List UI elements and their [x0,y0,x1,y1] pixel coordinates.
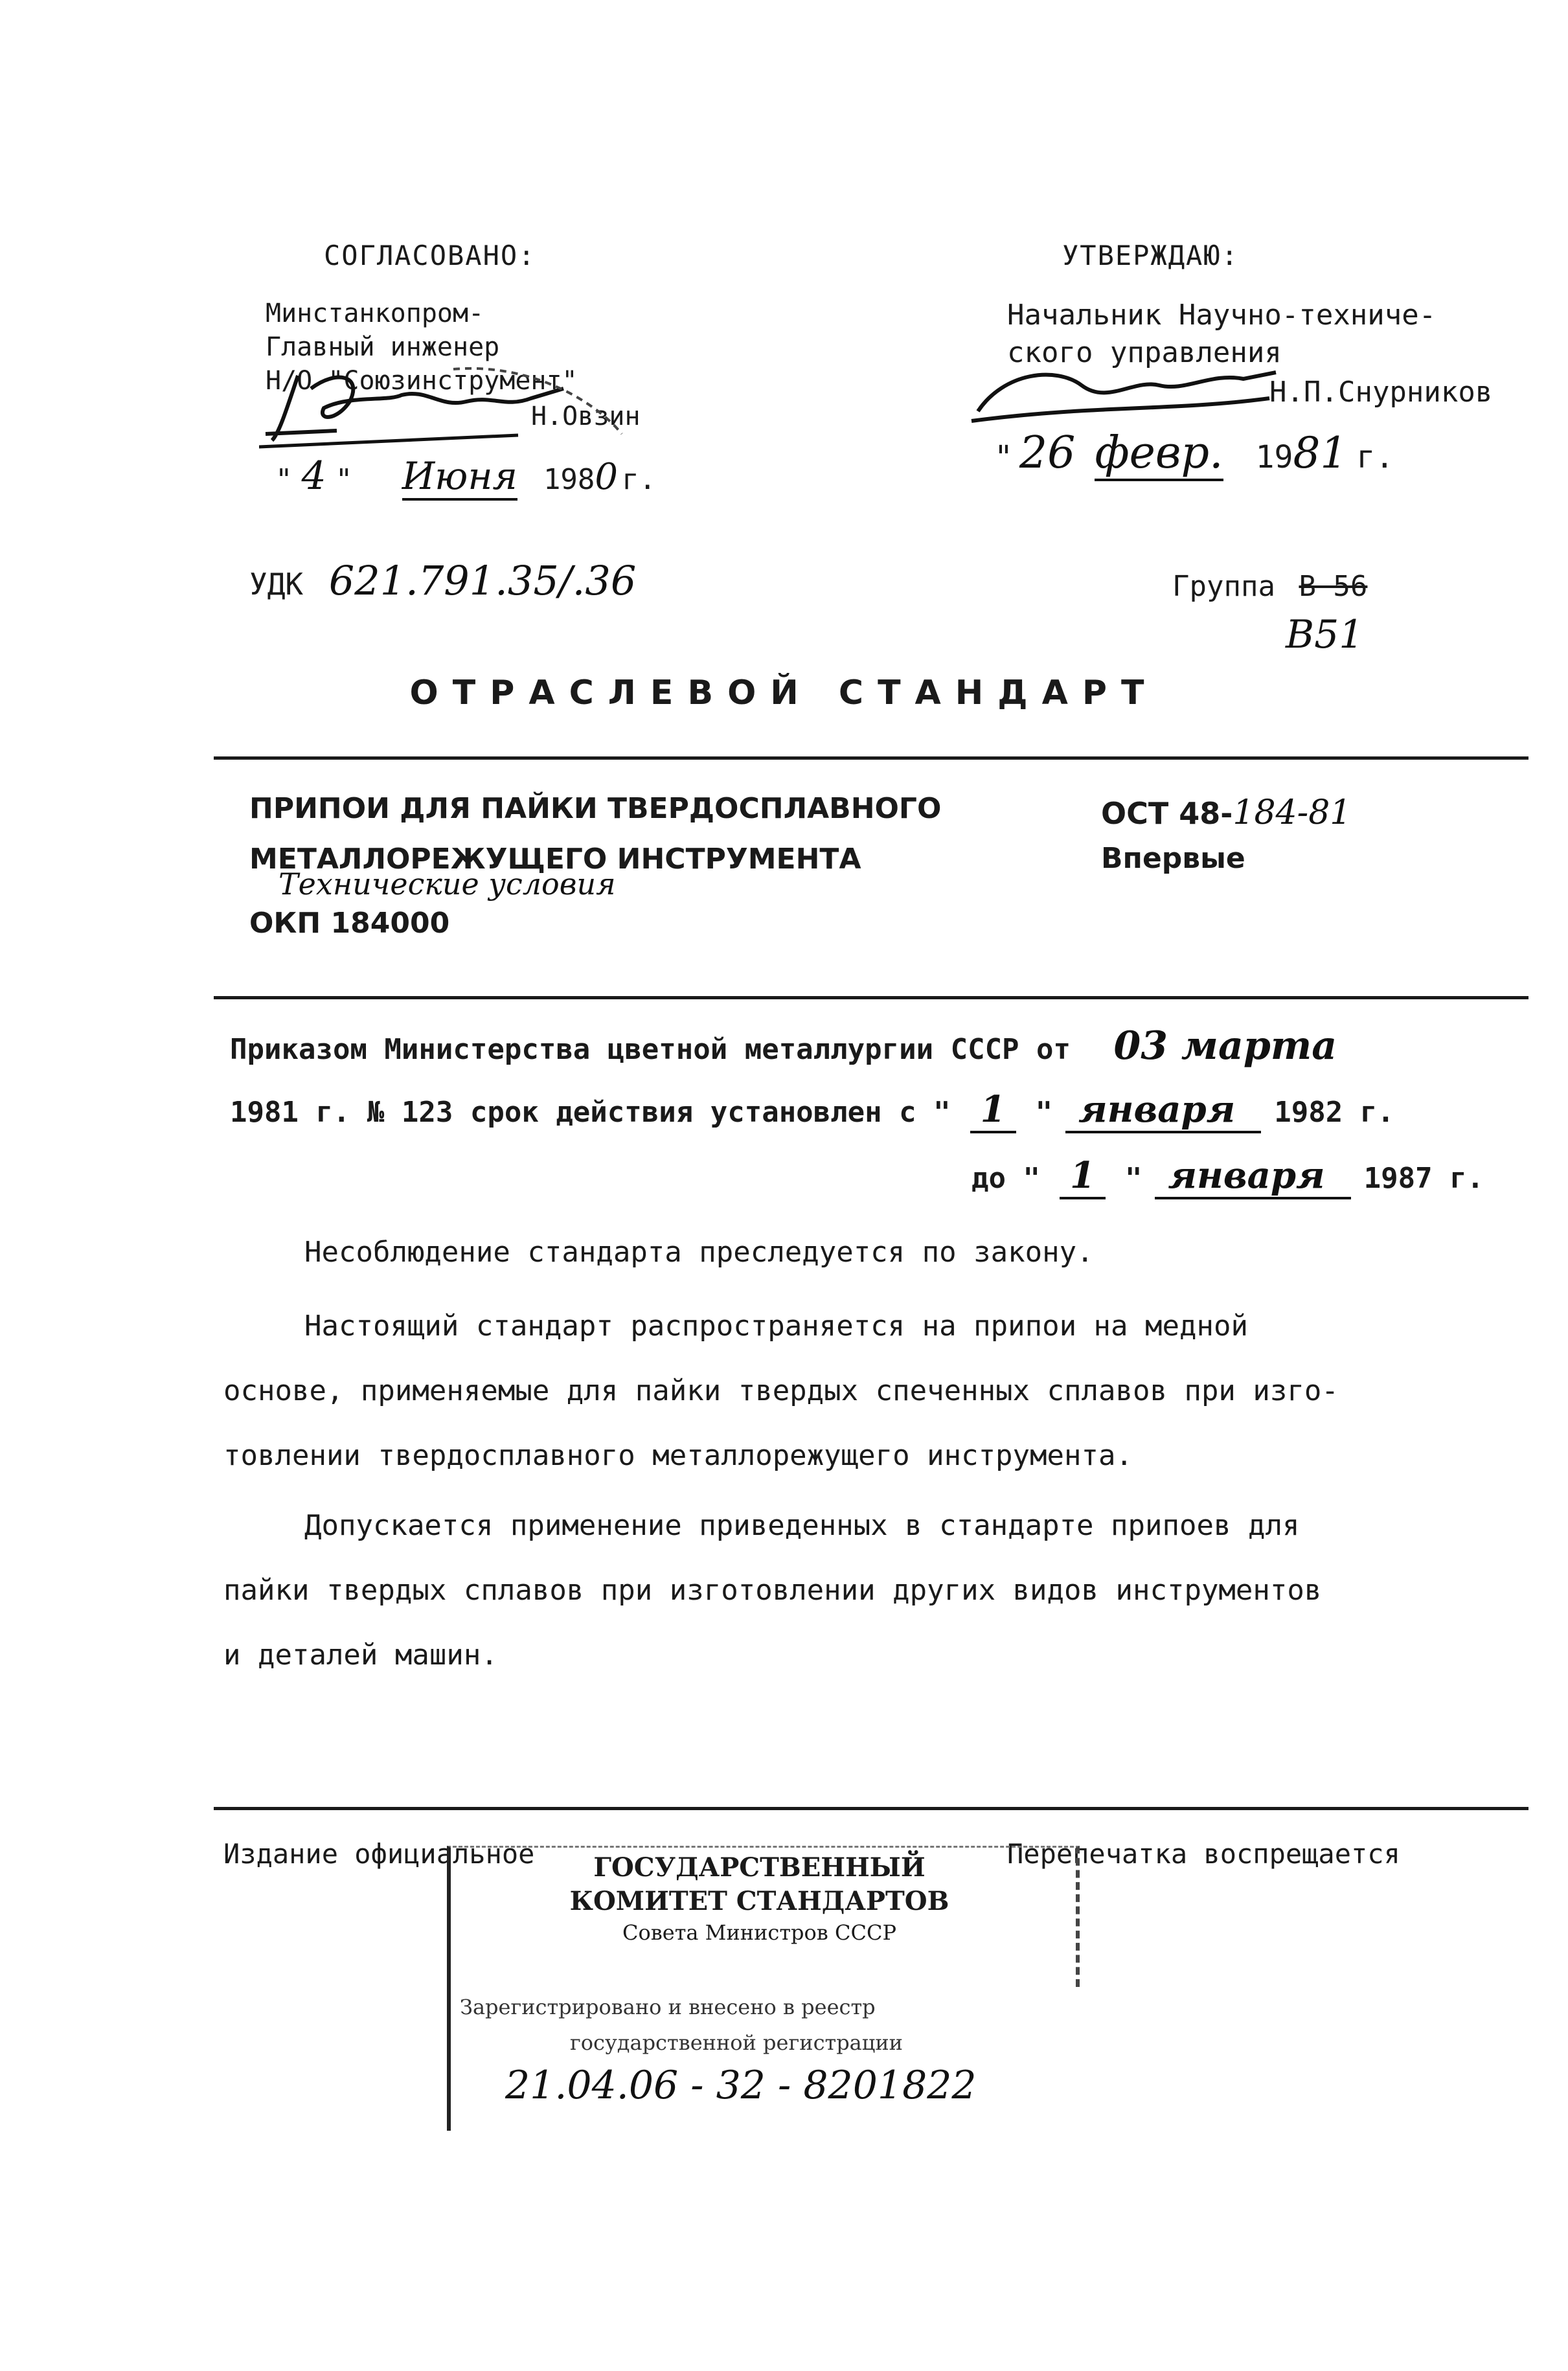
document-name: ПРИПОИ ДЛЯ ПАЙКИ ТВЕРДОСПЛАВНОГО МЕТАЛЛОРЕЖУЩЕГО ИНСТРУМЕНТА [249,792,942,876]
effective-from-day: 1 [970,1088,1016,1133]
order-date: 03 марта [1113,1023,1337,1069]
order-line-2-printed: 1981 г. № 123 срок действия установлен с " [230,1096,951,1129]
approved-organization: Минстанкопром- Главный инженер Н/О "Союзинструмент" [266,299,578,396]
application-paragraph-line-1: Допускается применение приведенных в стандарте припоев для [304,1509,1300,1542]
okp-code: ОКП 184000 [249,907,450,940]
order-line-1 [230,1023,1337,1069]
standard-title: ОТРАСЛЕВОЙ СТАНДАРТ [409,674,1159,712]
scope-paragraph-line-1: Настоящий стандарт распространяется на припои на медной [304,1310,1248,1343]
stamp-line-2: КОМИТЕТ СТАНДАРТОВ [569,1886,949,1916]
law-notice: Несоблюдение стандарта преследуется по закону. [304,1236,1094,1269]
approved-date-year-handwritten: 0 [595,456,619,498]
group-struck-value: В 56 [1299,570,1368,603]
effective-until-month: января [1155,1154,1350,1199]
effective-from-close-quote: " [1035,1096,1053,1129]
effective-from-month: января [1065,1088,1261,1133]
reprint-prohibited-note: Перепечатка воспрещается [1007,1838,1400,1870]
ost-code [1101,793,1351,832]
udk [249,557,636,604]
approved-date [275,453,656,499]
confirmed-heading: УТВЕРЖДАЮ: [1062,240,1239,271]
confirmed-signer-name: Н.П.Снурников [1269,376,1493,409]
udk-label: УДК [249,567,304,602]
middle-rule [214,996,1528,999]
approved-date-close-quote: " [335,463,353,496]
stamp-line-1: ГОСУДАРСТВЕННЫЙ [593,1852,926,1883]
scope-paragraph-line-2: основе, применяемые для пайки твердых спеченных сплавов при изго- [223,1374,1339,1407]
confirmed-date [994,427,1394,479]
confirmed-date-month: февр. [1095,427,1223,481]
registration-number: 21.04.06 - 32 - 8201822 [505,2063,977,2108]
approved-date-day: 4 [301,453,326,499]
udk-value: 621.791.35/.36 [328,557,637,604]
confirmed-position: Начальник Научно-техниче- ского управления [1007,299,1437,369]
top-rule [214,756,1528,760]
approved-signer-name: Н.Овзин [531,402,641,431]
approved-date-suffix: г. [622,463,657,496]
effective-from-year: 1982 г. [1274,1096,1394,1129]
group-value: В51 [1286,612,1364,657]
approved-heading: СОГЛАСОВАНО: [324,240,536,271]
order-line-1-printed: Приказом Министерства цветной металлургии СССР от [230,1033,1071,1066]
approved-date-month: Июня [402,454,517,501]
approved-date-open-quote: " [275,463,293,496]
application-paragraph-line-2: пайки твердых сплавов при изготовлении других видов инструментов [223,1574,1322,1607]
stamp-line-4: Зарегистрировано и внесено в реестр [460,1995,876,2019]
confirmed-date-open-quote: " [994,439,1013,475]
approved-signature [259,363,674,453]
effective-until-year: 1987 г. [1363,1162,1484,1195]
official-edition-note: Издание официальное [223,1838,535,1870]
ost-code-handwritten: 184-81 [1233,793,1352,832]
application-paragraph-line-3: и деталей машин. [223,1639,498,1672]
stamp-left-border [447,1985,451,2131]
confirmed-signature [965,359,1302,431]
group-label: Группа [1172,570,1275,603]
stamp-line-5: государственной регистрации [570,2030,903,2055]
confirmed-date-year-handwritten: 81 [1293,428,1348,478]
first-edition-note: Впервые [1101,842,1245,875]
document-subtitle: Технические условия [278,867,616,902]
confirmed-date-suffix: г. [1356,439,1394,475]
effective-until-prefix: до " [971,1162,1040,1195]
effective-until-close-quote: " [1124,1162,1142,1195]
approved-date-year-printed: 198 [543,463,595,496]
order-line-3 [971,1154,1484,1197]
confirmed-date-day: 26 [1019,427,1076,479]
bottom-rule [214,1807,1528,1810]
registration-stamp [447,1846,1072,2131]
stamp-line-3: Совета Министров СССР [622,1920,896,1945]
confirmed-date-year-printed: 19 [1255,439,1293,475]
ost-code-printed: ОСТ 48- [1101,796,1233,831]
order-line-2 [230,1088,1394,1131]
scope-paragraph-line-3: товлении твердосплавного металлорежущего инструмента. [223,1439,1133,1472]
effective-until-day: 1 [1060,1154,1106,1199]
group [1172,570,1367,603]
